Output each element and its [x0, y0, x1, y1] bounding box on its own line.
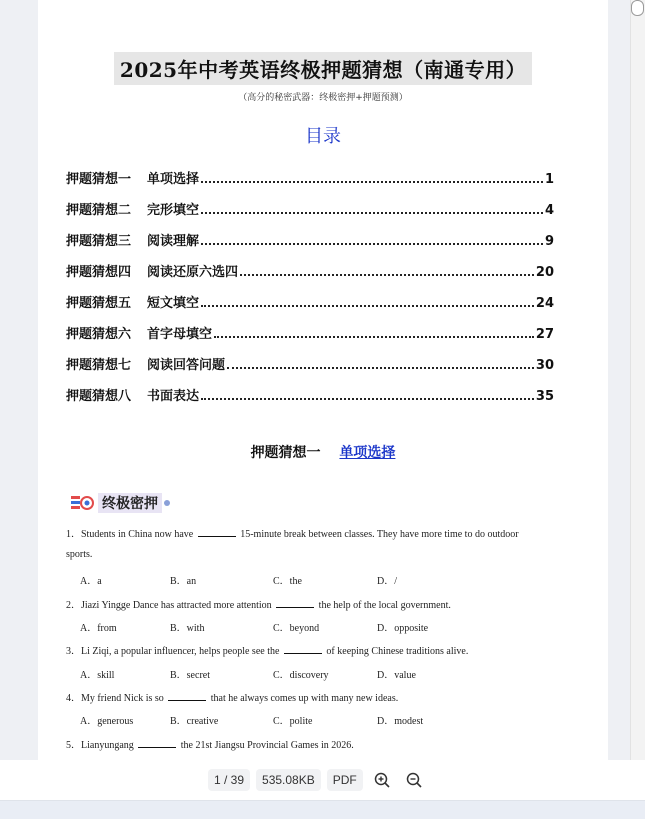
option-d[interactable]: D．modest	[377, 716, 424, 727]
option-a[interactable]: A．skill	[80, 670, 115, 681]
answer-blank	[168, 692, 206, 701]
toc-heading: 目录	[305, 126, 341, 147]
option-d[interactable]: D．opposite	[377, 623, 429, 634]
badge	[70, 490, 170, 516]
toc-section: 短文填空	[147, 296, 200, 311]
toc-section: 书面表达	[147, 389, 200, 404]
toc-leader	[201, 242, 543, 245]
option-a[interactable]: A．generous	[80, 716, 134, 727]
toc-leader	[201, 304, 534, 307]
document-subtitle: （高分的秘密武器：终极密押+押题预测）	[238, 93, 408, 103]
question-3: 3．Li Ziqi, a popular influencer, helps people see the of keeping Chinese traditions alive.	[66, 646, 469, 657]
badge-text: 终极密押	[98, 493, 162, 513]
toc-leader	[201, 180, 543, 183]
toc-leader	[214, 335, 534, 338]
file-type: PDF	[327, 769, 363, 791]
toc-leader	[240, 273, 534, 276]
section-heading	[38, 442, 608, 462]
answer-blank	[138, 739, 176, 748]
option-b[interactable]: B．an	[170, 576, 197, 587]
document-title: 2025年中考英语终极押题猜想（南通专用）	[114, 52, 532, 85]
badge-dot	[164, 500, 170, 506]
toc-section: 完形填空	[147, 203, 200, 218]
question-1-continued: sports.	[66, 549, 93, 560]
option-b[interactable]: B．secret	[170, 670, 210, 681]
toc-page: 24	[535, 296, 554, 311]
toc-label: 押题猜想二	[66, 203, 132, 218]
zoom-in-button[interactable]	[369, 768, 395, 792]
option-b[interactable]: B．creative	[170, 716, 219, 727]
question-2: 2．Jiazi Yingge Dance has attracted more attention the help of the local government.	[66, 600, 451, 611]
toc-entry-6[interactable]	[66, 311, 554, 342]
answer-blank	[284, 645, 322, 654]
toc-label: 押题猜想七	[66, 358, 132, 373]
option-c[interactable]: C．the	[273, 576, 302, 587]
toc-label: 押题猜想四	[66, 265, 132, 280]
option-c[interactable]: C．discovery	[273, 670, 329, 681]
toc-section: 阅读还原六选四	[147, 265, 239, 280]
pdf-toolbar	[208, 768, 427, 792]
option-a[interactable]: A．from	[80, 623, 117, 634]
option-d[interactable]: D．value	[377, 670, 416, 681]
toc-entry-2[interactable]	[66, 187, 554, 218]
toc-section: 单项选择	[147, 172, 200, 187]
pdf-page	[38, 0, 608, 818]
toc-page: 9	[544, 234, 554, 249]
question-4: 4．My friend Nick is so that he always comes up with many new ideas.	[66, 693, 399, 704]
question-1: 1．Students in China now have 15-minute break between classes. They have more time to do outdoor	[66, 529, 519, 540]
toc-leader	[201, 211, 543, 214]
option-b[interactable]: B．with	[170, 623, 205, 634]
toc-section: 首字母填空	[147, 327, 213, 342]
zoom-out-button[interactable]	[401, 768, 427, 792]
target-icon	[70, 493, 94, 513]
question-5: 5．Lianyungang the 21st Jiangsu Provincial Games in 2026.	[66, 740, 354, 751]
toc-entry-1[interactable]	[66, 156, 554, 187]
option-c[interactable]: C．polite	[273, 716, 313, 727]
toc-leader	[227, 366, 534, 369]
title-wrap	[38, 52, 608, 85]
answer-blank	[276, 599, 314, 608]
zoom-in-icon	[373, 771, 391, 789]
option-d[interactable]: D．/	[377, 576, 397, 587]
zoom-out-icon	[405, 771, 423, 789]
section-link[interactable]: 单项选择	[339, 445, 396, 461]
bottom-strip	[0, 800, 645, 819]
toc-entry-8[interactable]	[66, 373, 554, 404]
answer-blank	[198, 528, 236, 537]
toc-section: 阅读回答问题	[147, 358, 226, 373]
toc-section: 阅读理解	[147, 234, 200, 249]
toc-leader	[201, 397, 534, 400]
table-of-contents	[66, 156, 554, 404]
toc-page: 27	[535, 327, 554, 342]
toc-page: 35	[535, 389, 554, 404]
page-indicator[interactable]: 1 / 39	[208, 769, 250, 791]
vertical-scrollbar[interactable]	[630, 0, 645, 760]
toc-entry-5[interactable]	[66, 280, 554, 311]
file-size: 535.08KB	[256, 769, 321, 791]
toc-entry-3[interactable]	[66, 218, 554, 249]
toc-label: 押题猜想三	[66, 234, 132, 249]
toc-label: 押题猜想一	[66, 172, 132, 187]
toc-label: 押题猜想八	[66, 389, 132, 404]
scrollbar-thumb[interactable]	[631, 0, 644, 16]
option-a[interactable]: A．a	[80, 576, 102, 587]
section-label: 押题猜想一	[250, 445, 321, 461]
toc-entry-4[interactable]	[66, 249, 554, 280]
toc-label: 押题猜想五	[66, 296, 132, 311]
toc-page: 20	[535, 265, 554, 280]
toc-page: 4	[544, 203, 554, 218]
toc-page: 1	[544, 172, 554, 187]
toc-page: 30	[535, 358, 554, 373]
toc-label: 押题猜想六	[66, 327, 132, 342]
toc-entry-7[interactable]	[66, 342, 554, 373]
option-c[interactable]: C．beyond	[273, 623, 320, 634]
